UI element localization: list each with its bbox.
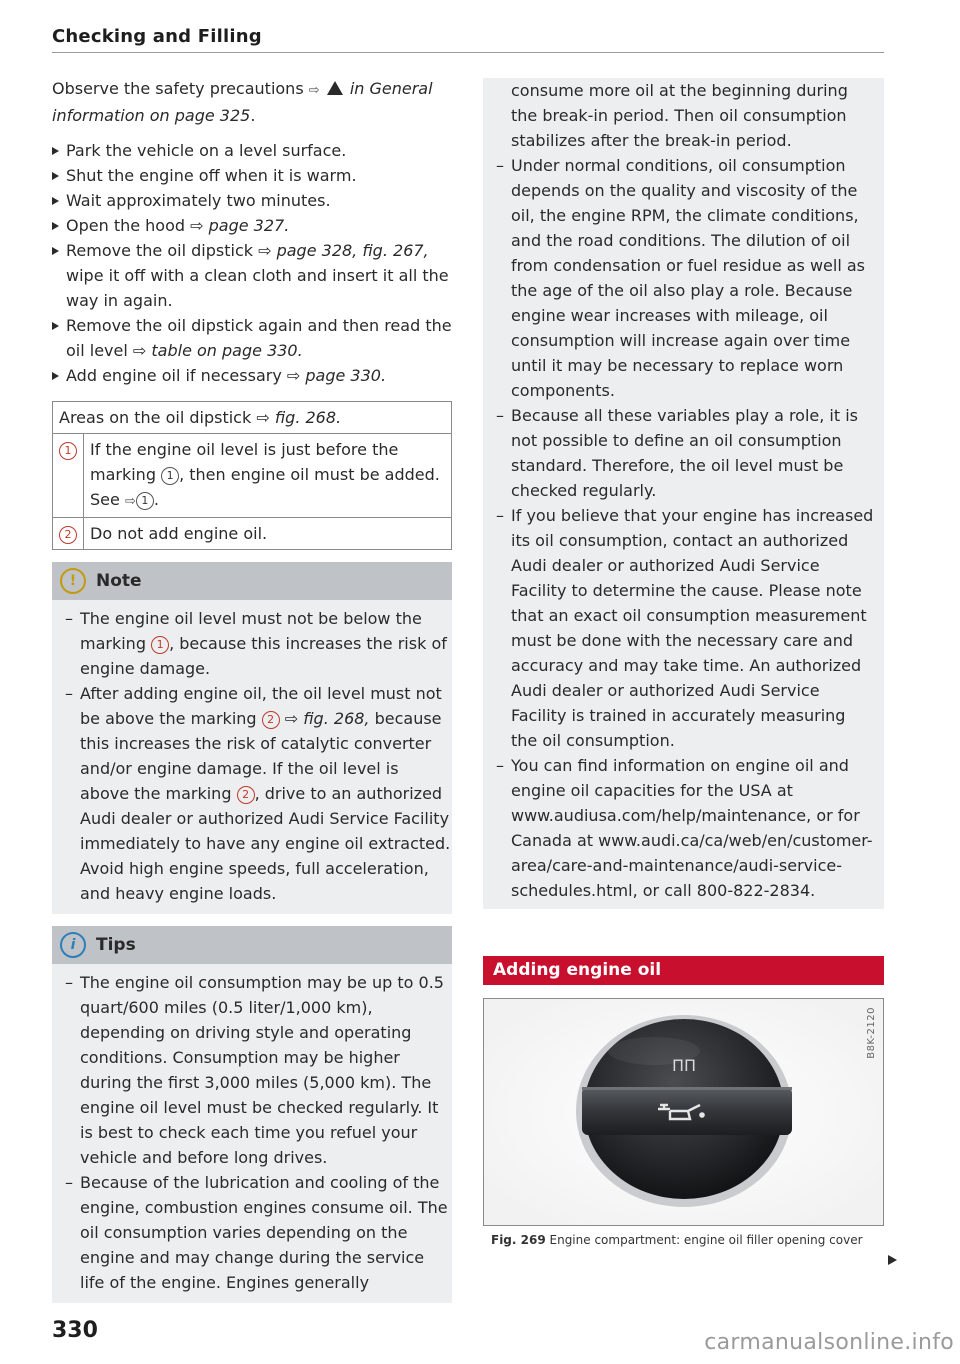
marker-number: 2	[59, 526, 77, 544]
arrow-icon: ⇨	[308, 83, 320, 98]
step-item: Remove the oil dipstick ⇨ page 328, fig. 267, wipe it off with a clean cloth and insert it all the way in again.	[52, 238, 452, 313]
step-item: Shut the engine off when it is warm.	[52, 163, 452, 188]
cap-symbol-text: ΠΠ	[671, 1056, 697, 1075]
table-reference-link[interactable]: ⇨ table on page 330.	[132, 341, 303, 360]
figure-label: Fig. 269	[491, 1233, 546, 1247]
list-item: – The engine oil consumption may be up to 0.5 quart/600 miles (0.5 liter/1,000 km), depending on driving style and operating conditions. Consumption may be higher during the first 3,000 miles (5,000 km). The engine oil level must be checked regularly. It is best to check each time you refuel your vehicle and before long drives.	[65, 973, 444, 1167]
page-reference-link[interactable]: ⇨ page 330.	[286, 366, 387, 385]
header-divider	[52, 52, 884, 53]
note-box	[52, 562, 452, 914]
step-item: Open the hood ⇨ page 327.	[52, 213, 452, 238]
table-row	[53, 434, 452, 518]
note-body	[52, 600, 452, 914]
step-item: Park the vehicle on a level surface.	[52, 138, 452, 163]
marker-number: 1	[151, 636, 169, 654]
figure-oil-filler-cap	[483, 998, 884, 1226]
figure-caption: Fig. 269 Engine compartment: engine oil filler opening cover	[491, 1233, 863, 1247]
figure-reference-link[interactable]: ⇨ fig. 268.	[256, 408, 342, 427]
step-item: Wait approximately two minutes.	[52, 188, 452, 213]
intro-reference-link[interactable]: in General information on page 325	[52, 79, 433, 125]
page-reference-link[interactable]: ⇨ page 327.	[190, 216, 290, 235]
tips-header	[52, 926, 452, 964]
tips-continuation-box	[483, 78, 884, 909]
marker-number: 2	[237, 786, 255, 804]
table-caption: Areas on the oil dipstick ⇨ fig. 268.	[59, 408, 342, 427]
step-item: Add engine oil if necessary ⇨ page 330.	[52, 363, 452, 388]
intro-text: Observe the safety precautions	[52, 79, 309, 98]
info-icon: i	[60, 932, 86, 958]
arrow-icon: ⇨	[124, 494, 136, 509]
list-item: – You can find information on engine oil and engine oil capacities for the USA at www.audiusa.com/help/maintenance, or for Canada at www.audi.ca/ca/web/en/customer-area/care-and-maintenance/audi-service-schedules.html, or call 800-822-2834.	[496, 756, 873, 900]
marker-number: 1	[161, 467, 179, 485]
tips-body	[52, 964, 452, 1303]
section-heading: Adding engine oil	[483, 956, 884, 985]
table-cell: If the engine oil level is just before the marking 1 , then engine oil must be added. See ⇨ 1 .	[84, 434, 452, 518]
figure-code: B8K-2120	[866, 1007, 877, 1059]
marker-number: 2	[262, 711, 280, 729]
intro-paragraph: Observe the safety precautions ⇨ in General information on page 325.	[52, 79, 433, 125]
list-item: – If you believe that your engine has increased its oil consumption, contact an authorized Audi dealer or authorized Audi Service Facility to determine the cause. Please note that an exact oil consumption measurement must be done with the necessary care and accuracy and may take time. An authorized Audi dealer or authorized Audi Service Facility is trained in accurately measuring the oil consumption.	[496, 506, 874, 750]
step-item: Remove the oil dipstick again and then read the oil level ⇨ table on page 330.	[52, 313, 452, 363]
exclamation-icon: !	[60, 568, 86, 594]
dipstick-areas-table	[52, 401, 452, 550]
note-reference-icon[interactable]: 1	[136, 492, 154, 510]
list-item: – Because of the lubrication and cooling of the engine, combustion engines consume oil. The oil consumption varies depending on the engine and may change during the service life of the engine. Engines generally	[65, 1173, 448, 1292]
right-column	[483, 78, 884, 909]
tips-title: Tips	[96, 935, 136, 955]
figure-reference-link[interactable]: ⇨ fig. 268,	[279, 709, 370, 728]
marker-number: 1	[59, 442, 77, 460]
continuation-paragraph: consume more oil at the beginning during the break-in period. Then oil consumption stabilizes after the break-in period.	[511, 81, 848, 150]
list-item: – Because all these variables play a role, it is not possible to define an oil consumption standard. Therefore, the oil level must be checked regularly.	[496, 406, 859, 500]
left-column	[52, 76, 452, 1303]
note-header	[52, 562, 452, 600]
table-cell: Do not add engine oil.	[84, 518, 452, 550]
tips-box	[52, 926, 452, 1303]
table-row	[53, 518, 452, 550]
procedure-steps	[52, 138, 452, 388]
list-item: – The engine oil level must not be below the marking 1 , because this increases the risk of engine damage.	[65, 609, 447, 678]
list-item: – After adding engine oil, the oil level must not be above the marking 2 ⇨ fig. 268, because this increases the risk of catalytic converter and/or engine damage. If the oil level is above the marking 2 , drive to an authorized Audi dealer or authorized Audi Service Facility immediately to have any engine oil extracted. Avoid high engine speeds, full acceleration, and heavy engine loads.	[65, 684, 451, 903]
oil-cap-illustration	[484, 999, 883, 1225]
next-page-arrow-icon	[888, 1255, 897, 1265]
page-reference-link[interactable]: ⇨ page 328, fig. 267,	[258, 241, 429, 260]
page-number: 330	[52, 1318, 98, 1343]
note-title: Note	[96, 571, 142, 591]
list-item: – Under normal conditions, oil consumption depends on the quality and viscosity of the oil, the engine RPM, the climate conditions, and the road conditions. The dilution of oil from condensation or fuel residue as well as the age of the oil also play a role. Because engine wear increases with mileage, oil consumption will increase again over time until it may be necessary to replace worn components.	[496, 156, 866, 400]
watermark-text: carmanualsonline.info	[704, 1330, 954, 1355]
page-header-title: Checking and Filling	[52, 26, 262, 47]
warning-triangle-icon	[327, 81, 343, 95]
